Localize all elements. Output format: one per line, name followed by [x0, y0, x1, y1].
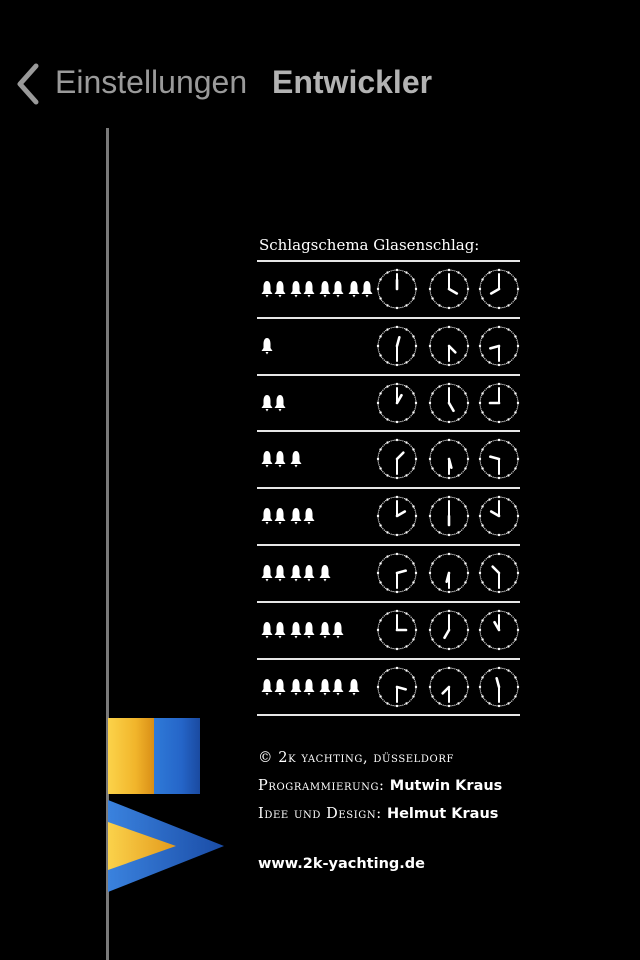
bell-icon: [303, 678, 315, 696]
clock-face: [477, 324, 521, 368]
clock-icon: [477, 267, 521, 311]
schedule-row: [257, 262, 520, 317]
bell-icon: [290, 621, 302, 639]
bell-icon: [261, 394, 273, 412]
bell-icon: [261, 450, 273, 468]
bell-icon: [348, 678, 360, 696]
bell-icon: [290, 507, 302, 525]
clock-icon: [375, 551, 419, 595]
bell-icon: [303, 564, 315, 582]
bell-icon: [274, 280, 286, 298]
clock-face: [427, 324, 471, 368]
chevron-left-icon[interactable]: [14, 62, 44, 106]
clock-face: [427, 494, 471, 538]
clock-icon: [427, 324, 471, 368]
bell-icon: [361, 280, 373, 298]
clock-icon: [477, 608, 521, 652]
bell-icon: [303, 621, 315, 639]
bell-group: [261, 337, 273, 357]
bell-group: [261, 394, 286, 414]
clock-face: [477, 665, 521, 709]
bell-icon: [274, 564, 286, 582]
bell-icon: [332, 678, 344, 696]
clock-icon: [427, 381, 471, 425]
clock-face: [375, 665, 419, 709]
schedule-row: [257, 319, 520, 374]
clock-icon: [477, 381, 521, 425]
clock-face: [375, 551, 419, 595]
bell-icon: [290, 564, 302, 582]
clock-face: [477, 437, 521, 481]
copyright-text: © 2k yachting, düsseldorf: [258, 750, 455, 766]
bell-group: [261, 507, 315, 527]
clock-icon: [427, 494, 471, 538]
clock-face: [477, 494, 521, 538]
bell-icon: [261, 621, 273, 639]
bell-icon: [274, 678, 286, 696]
design-credit: [258, 806, 498, 822]
clock-face: [375, 437, 419, 481]
clock-face: [477, 608, 521, 652]
schedule-row: [257, 603, 520, 658]
table-divider: [257, 714, 520, 716]
clock-face: [427, 608, 471, 652]
clock-face: [477, 381, 521, 425]
clock-face: [375, 494, 419, 538]
clock-face: [427, 665, 471, 709]
bell-icon: [274, 507, 286, 525]
bell-icon: [290, 280, 302, 298]
bell-icon: [261, 564, 273, 582]
yellow-blue-flag-icon: [108, 718, 200, 794]
clock-face: [427, 381, 471, 425]
clock-icon: [375, 381, 419, 425]
bell-icon: [348, 280, 360, 298]
bell-icon: [261, 280, 273, 298]
clock-face: [427, 551, 471, 595]
website-link[interactable]: www.2k-yachting.de: [258, 856, 425, 872]
clock-icon: [375, 437, 419, 481]
bell-icon: [290, 450, 302, 468]
schedule-title: Schlagschema Glasenschlag:: [259, 236, 480, 254]
clock-icon: [427, 267, 471, 311]
bell-icon: [261, 507, 273, 525]
clock-face: [427, 437, 471, 481]
design-name: Helmut Kraus: [386, 806, 499, 822]
bell-icon: [303, 507, 315, 525]
clock-icon: [427, 437, 471, 481]
bell-icon: [319, 678, 331, 696]
bell-group: [261, 621, 344, 641]
bell-icon: [274, 450, 286, 468]
clock-icon: [477, 551, 521, 595]
programming-label: Programmierung:: [258, 778, 385, 794]
pennant-flag-icon: [108, 800, 224, 892]
schedule-row: [257, 546, 520, 601]
bell-icon: [319, 621, 331, 639]
clock-icon: [375, 267, 419, 311]
page-title: Entwickler: [272, 64, 433, 100]
schedule-row: [257, 489, 520, 544]
schedule-row: [257, 376, 520, 431]
clock-face: [375, 608, 419, 652]
clock-icon: [375, 665, 419, 709]
bell-group: [261, 678, 360, 698]
clock-icon: [375, 324, 419, 368]
bell-icon: [332, 621, 344, 639]
programming-credit: [258, 778, 502, 794]
clock-face: [375, 267, 419, 311]
clock-icon: [427, 551, 471, 595]
bell-icon: [274, 394, 286, 412]
bell-group: [261, 280, 373, 300]
bell-group: [261, 564, 331, 584]
programming-name: Mutwin Kraus: [389, 778, 503, 794]
clock-icon: [477, 494, 521, 538]
bell-group: [261, 450, 302, 470]
clock-face: [477, 551, 521, 595]
clock-icon: [375, 608, 419, 652]
bell-icon: [274, 621, 286, 639]
bell-icon: [332, 280, 344, 298]
clock-icon: [375, 494, 419, 538]
clock-face: [427, 267, 471, 311]
clock-icon: [477, 665, 521, 709]
clock-face: [375, 324, 419, 368]
clock-face: [375, 381, 419, 425]
schedule-row: [257, 660, 520, 715]
bell-icon: [261, 337, 273, 355]
clock-icon: [427, 608, 471, 652]
design-label: Idee und Design:: [258, 806, 382, 822]
clock-icon: [477, 324, 521, 368]
bell-icon: [290, 678, 302, 696]
schedule-row: [257, 432, 520, 487]
bell-icon: [261, 678, 273, 696]
clock-icon: [477, 437, 521, 481]
bell-icon: [319, 280, 331, 298]
back-button[interactable]: Einstellungen: [55, 64, 248, 100]
clock-icon: [427, 665, 471, 709]
bell-icon: [303, 280, 315, 298]
bell-icon: [319, 564, 331, 582]
navigation-bar: [0, 0, 640, 128]
clock-face: [477, 267, 521, 311]
